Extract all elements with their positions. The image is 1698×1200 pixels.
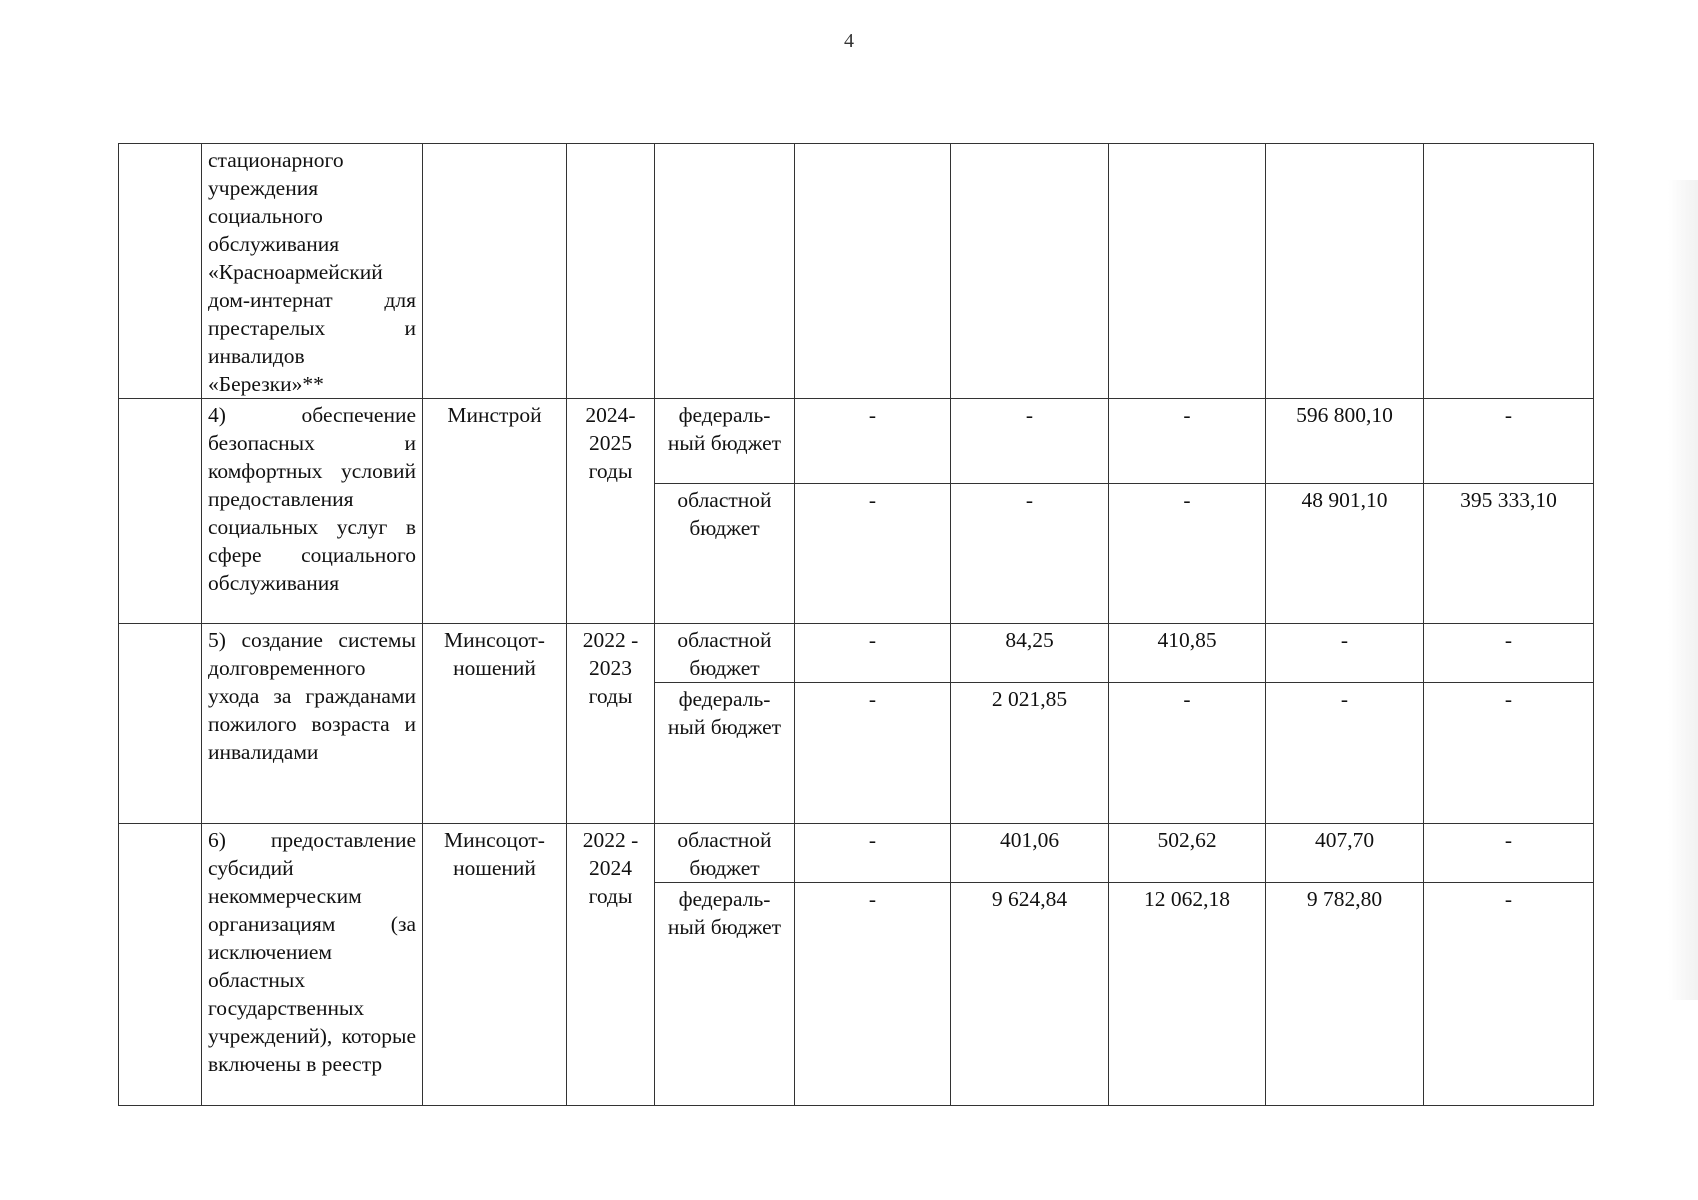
budget-table <box>118 143 1594 1106</box>
value-cell: 48 901,10 <box>1266 484 1424 624</box>
value-cell: 410,85 <box>1109 624 1266 683</box>
value-cell: - <box>1424 624 1594 683</box>
executor-cell: Минстрой <box>423 399 567 624</box>
value-cell: 84,25 <box>951 624 1109 683</box>
executor-cell <box>423 144 567 399</box>
index-cell <box>119 824 202 1106</box>
period-cell: 2022 - 2023 годы <box>567 624 655 824</box>
value-cell: 401,06 <box>951 824 1109 883</box>
value-cell: - <box>951 484 1109 624</box>
funding-source-cell <box>655 144 795 399</box>
index-cell <box>119 144 202 399</box>
value-cell: - <box>1109 683 1266 824</box>
funding-source-cell: областной бюджет <box>655 824 795 883</box>
measure-description: 4) обеспечение безопасных и комфортных условий предоставления социальных услуг в сфере социального обслуживания <box>202 399 423 624</box>
value-cell: - <box>795 484 951 624</box>
table-row <box>119 824 1594 883</box>
table-row <box>119 144 1594 399</box>
value-cell: 12 062,18 <box>1109 883 1266 1106</box>
value-cell: - <box>795 683 951 824</box>
value-cell: - <box>1266 624 1424 683</box>
value-cell: 395 333,10 <box>1424 484 1594 624</box>
value-cell: - <box>951 399 1109 484</box>
executor-cell: Минсоцот-ношений <box>423 824 567 1106</box>
table-body <box>119 144 1594 1106</box>
funding-source-cell: федераль-ный бюджет <box>655 683 795 824</box>
value-cell: - <box>1109 399 1266 484</box>
executor-cell: Минсоцот-ношений <box>423 624 567 824</box>
value-cell <box>1109 144 1266 399</box>
funding-source-cell: федераль-ный бюджет <box>655 883 795 1106</box>
measure-description: стационарного учреждения социального обслуживания «Красноармейский дом-интернат для престарелых и инвалидов «Березки»** <box>202 144 423 399</box>
page-number: 4 <box>844 30 854 52</box>
value-cell: - <box>795 399 951 484</box>
value-cell: - <box>1424 883 1594 1106</box>
value-cell: - <box>1424 683 1594 824</box>
table-row <box>119 399 1594 484</box>
funding-source-cell: федераль-ный бюджет <box>655 399 795 484</box>
value-cell: 9 782,80 <box>1266 883 1424 1106</box>
value-cell <box>1266 144 1424 399</box>
period-cell: 2022 - 2024 годы <box>567 824 655 1106</box>
value-cell: 407,70 <box>1266 824 1424 883</box>
measure-description: 6) предоставление субсидий некоммерческим организациям (за исключением областных государственных учреждений), которые включены в реестр <box>202 824 423 1106</box>
index-cell <box>119 399 202 624</box>
measure-description: 5) создание системы долговременного ухода за гражданами пожилого возраста и инвалидами <box>202 624 423 824</box>
funding-source-cell: областной бюджет <box>655 484 795 624</box>
value-cell: 502,62 <box>1109 824 1266 883</box>
value-cell <box>1424 144 1594 399</box>
value-cell <box>795 144 951 399</box>
index-cell <box>119 624 202 824</box>
value-cell: 2 021,85 <box>951 683 1109 824</box>
value-cell: - <box>1424 399 1594 484</box>
value-cell: - <box>1266 683 1424 824</box>
value-cell <box>951 144 1109 399</box>
value-cell: - <box>795 824 951 883</box>
value-cell: 596 800,10 <box>1266 399 1424 484</box>
period-cell: 2024-2025 годы <box>567 399 655 624</box>
scan-edge-shadow <box>1668 180 1698 1000</box>
funding-source-cell: областной бюджет <box>655 624 795 683</box>
value-cell: - <box>1424 824 1594 883</box>
value-cell: - <box>795 883 951 1106</box>
period-cell <box>567 144 655 399</box>
value-cell: - <box>795 624 951 683</box>
value-cell: - <box>1109 484 1266 624</box>
value-cell: 9 624,84 <box>951 883 1109 1106</box>
table-row <box>119 624 1594 683</box>
